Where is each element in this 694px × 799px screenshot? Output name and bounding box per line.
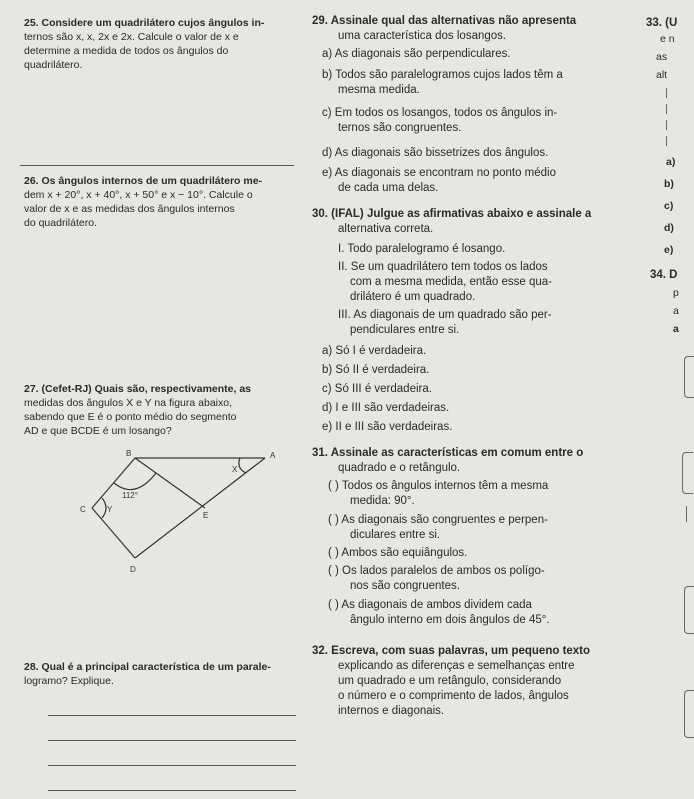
q31-item-cont: medida: 90°. [350, 495, 415, 507]
bracket-mark [684, 356, 694, 398]
label-y: Y [107, 505, 113, 514]
bracket-mark [684, 586, 694, 634]
q31-checkbox-item[interactable]: ( ) Todos os ângulos internos têm a mesma [328, 480, 549, 492]
q34-line: p [673, 287, 679, 299]
label-c: C [80, 505, 86, 514]
q30-statement: I. Todo paralelogramo é losango. [338, 243, 506, 255]
angle-arc-x [239, 458, 246, 473]
q30-statement-cont: com a mesma medida, então esse qua- [350, 276, 552, 288]
q31-checkbox-item[interactable]: ( ) As diagonais são congruentes e perpen- [328, 514, 548, 526]
q29-option-cont: de cada uma delas. [338, 182, 439, 194]
q32-line: internos e diagonais. [338, 705, 445, 717]
q29-option-cont: ternos são congruentes. [338, 122, 462, 134]
bracket-mark [682, 452, 693, 494]
q31-checkbox-item[interactable]: ( ) Ambos são equiângulos. [328, 547, 468, 559]
paren-mark [666, 136, 668, 146]
q30-statement: III. As diagonais de um quadrado são per- [338, 309, 552, 321]
q33-line: 33. (U [646, 17, 678, 29]
label-x: X [232, 465, 238, 474]
q30-option[interactable]: c) Só III é verdadeira. [322, 383, 432, 395]
q25-line: ternos são x, x, 2x e 2x. Calcule o valor de x e [24, 31, 239, 43]
q29-line: 29. Assinale qual das alternativas não apresenta [312, 15, 577, 27]
answer-line[interactable] [48, 715, 296, 716]
label-d: D [130, 565, 136, 574]
q30-option[interactable]: a) Só I é verdadeira. [322, 345, 427, 357]
q29-line: uma característica dos losangos. [338, 30, 507, 42]
q30-statement-cont: pendiculares entre si. [350, 324, 460, 336]
q30-option[interactable]: d) I e III são verdadeiras. [322, 402, 450, 414]
q30-option[interactable]: b) Só II é verdadeira. [322, 364, 430, 376]
q29-option[interactable]: c) Em todos os losangos, todos os ângulos in- [322, 107, 558, 119]
rhombus-figure [40, 448, 300, 578]
q33-letter: b) [664, 178, 674, 190]
q32-line: o número e o comprimento de lados, ângulos [338, 690, 569, 702]
q26-line: do quadrilátero. [24, 217, 97, 229]
answer-line[interactable] [20, 165, 294, 166]
q31-item-cont: ângulo interno em dois ângulos de 45°. [350, 614, 550, 626]
paren-mark [666, 120, 668, 130]
q29-option-cont: mesma medida. [338, 84, 420, 96]
q33-line: e n [660, 33, 675, 45]
q27-line: 27. (Cefet-RJ) Quais são, respectivamente, as [24, 383, 252, 395]
q25-line: 25. Considere um quadrilátero cujos ângulos in- [24, 17, 265, 29]
label-b: B [126, 449, 132, 458]
q26-line: valor de x e as medidas dos ângulos internos [24, 203, 235, 215]
q34-line: a [673, 305, 679, 317]
q33-letter: d) [664, 222, 674, 234]
q27-line: AD e que BCDE é um losango? [24, 425, 172, 437]
q26-line: dem x + 20°, x + 40°, x + 50° e x − 10°. Calcule o [24, 189, 253, 201]
q30-statement-cont: drilátero é um quadrado. [350, 291, 476, 303]
q31-line: 31. Assinale as características em comum entre o [312, 447, 584, 459]
q30-line: 30. (IFAL) Julgue as afirmativas abaixo e assinale a [312, 208, 592, 220]
label-angle-112: 112° [122, 491, 138, 500]
q33-line: alt [656, 69, 668, 81]
q31-checkbox-item[interactable]: ( ) As diagonais de ambos dividem cada [328, 599, 532, 611]
label-a: A [270, 451, 276, 460]
answer-line[interactable] [48, 740, 296, 741]
q25-line: determine a medida de todos os ângulos do [24, 45, 229, 57]
segment-bc [92, 458, 135, 508]
q33-letter: e) [664, 244, 674, 256]
q31-checkbox-item[interactable]: ( ) Os lados paralelos de ambos os polígo- [328, 565, 545, 577]
q33-letter: a) [666, 156, 676, 168]
paren-mark [686, 506, 688, 522]
q27-line: medidas dos ângulos X e Y na figura abaixo, [24, 397, 233, 409]
paren-mark [666, 88, 668, 98]
q27-line: sabendo que E é o ponto médio do segmento [24, 411, 237, 423]
q30-option[interactable]: e) II e III são verdadeiras. [322, 421, 453, 433]
answer-line[interactable] [48, 790, 296, 791]
q29-option[interactable]: a) As diagonais são perpendiculares. [322, 48, 511, 60]
q32-line: um quadrado e um retângulo, considerando [338, 675, 562, 687]
q30-line: alternativa correta. [338, 223, 434, 235]
answer-line[interactable] [48, 765, 296, 766]
q30-statement: II. Se um quadrilátero tem todos os lados [338, 261, 548, 273]
q34-line: 34. D [650, 269, 678, 281]
q28-line: logramo? Explique. [24, 675, 114, 687]
q29-option[interactable]: d) As diagonais são bissetrizes dos ângulos. [322, 147, 549, 159]
q31-item-cont: diculares entre si. [350, 529, 441, 541]
q29-option[interactable]: b) Todos são paralelogramos cujos lados têm a [322, 69, 563, 81]
q33-letter: c) [664, 200, 674, 212]
bracket-mark [684, 690, 694, 738]
q31-line: quadrado e o retângulo. [338, 462, 461, 474]
q33-line: as [656, 51, 668, 63]
segment-cd [92, 508, 135, 558]
q32-line: explicando as diferenças e semelhanças entre [338, 660, 575, 672]
paren-mark [666, 104, 668, 114]
label-e: E [203, 511, 209, 520]
q28-line: 28. Qual é a principal característica de um parale- [24, 661, 271, 673]
angle-arc-y [102, 498, 106, 518]
q29-option[interactable]: e) As diagonais se encontram no ponto médio [322, 167, 556, 179]
q31-item-cont: nos são congruentes. [350, 580, 460, 592]
q34-line: a [673, 323, 679, 335]
q26-line: 26. Os ângulos internos de um quadrilátero me- [24, 175, 263, 187]
q25-line: quadrilátero. [24, 59, 83, 71]
q32-line: 32. Escreva, com suas palavras, um pequeno texto [312, 645, 591, 657]
